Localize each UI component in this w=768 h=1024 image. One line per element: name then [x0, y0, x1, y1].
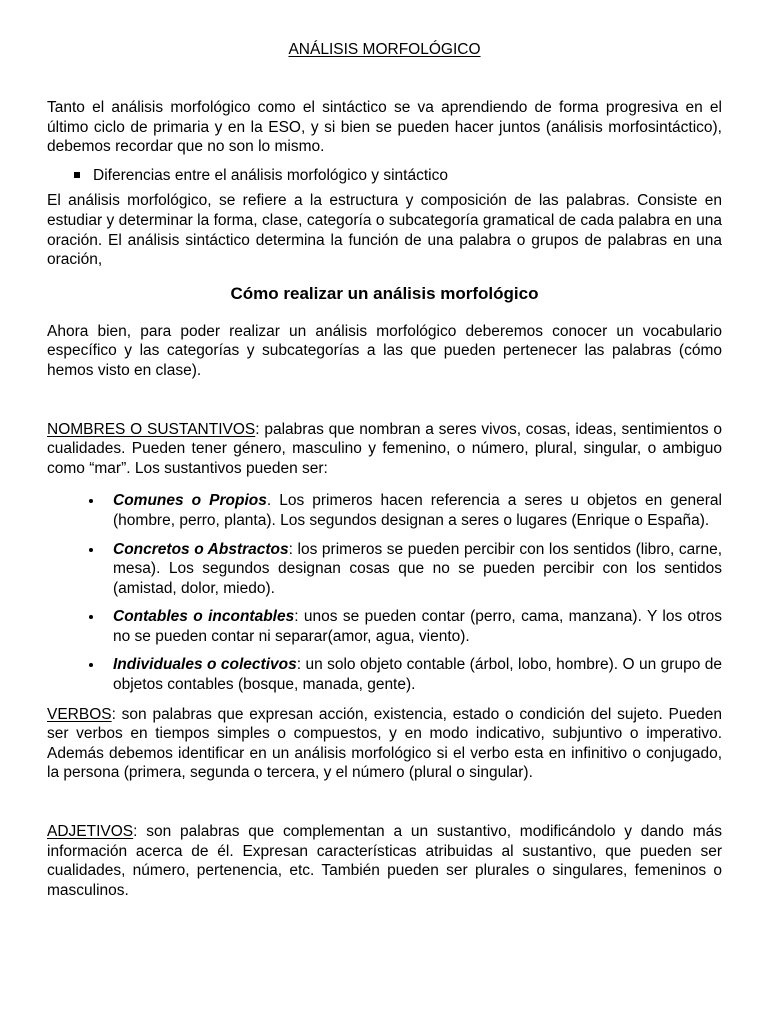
bullet-dot-icon — [89, 499, 93, 503]
noun-type-term: Comunes o Propios — [113, 492, 267, 510]
square-bullet-list — [47, 166, 722, 186]
verbs-paragraph — [47, 705, 722, 783]
differences-paragraph: El análisis morfológico, se refiere a la estructura y composición de las palabras. Consiste en estudiar y determinar la forma, clase, categoría o subcategoría gramatical de cada palabra en una oración. El análisis sintáctico determina la función de una palabra o grupos de palabras en una oración, — [47, 192, 722, 269]
section-heading: Cómo realizar un análisis morfológico — [230, 283, 539, 303]
square-bullet-item — [74, 166, 722, 186]
noun-types-list — [47, 491, 722, 694]
nouns-label: NOMBRES O SUSTANTIVOS — [47, 420, 256, 438]
bullet-dot-icon — [89, 615, 93, 619]
verbs-text: : son palabras que expresan acción, existencia, estado o condición del sujeto. Pueden ser verbos en tiempos simples o compuestos, y en modo indicativo, subjuntivo o imperativo. Además debemos identificar en un análisis morfológico si el verbo esta en infinitivo o conjugado, la persona (primera, segunda o tercera, y el número (plural o singular). — [47, 705, 722, 782]
verbs-label: VERBOS — [47, 705, 112, 723]
noun-type-term: Contables o incontables — [113, 608, 295, 626]
list-item — [113, 607, 722, 646]
adjectives-label: ADJETIVOS — [47, 823, 134, 841]
noun-type-text: : un solo objeto contable (árbol, lobo, hombre). O un grupo de objetos contables (bosque, manada, gente). — [113, 656, 722, 694]
list-item — [113, 491, 722, 530]
document-title-text: ANÁLISIS MORFOLÓGICO — [288, 41, 481, 58]
nouns-text: : palabras que nombran a seres vivos, cosas, ideas, sentimientos o cualidades. Pueden tener género, masculino y femenino, o número, plural, singular, o ambiguo como “mar”. Los sustantivos pueden ser: — [47, 420, 722, 477]
bullet-dot-icon — [89, 548, 93, 552]
adjectives-paragraph — [47, 822, 722, 900]
adjectives-text: : son palabras que complementan a un sustantivo, modificándolo y dando más información acerca de él. Expresan características atribuidas al sustantivo, que pueden ser cualidades, número, pertenencia, etc. También pueden ser plurales o singulares, femeninos o masculinos. — [47, 823, 722, 899]
noun-type-text: . Los primeros hacen referencia a seres u objetos en general (hombre, perro, planta). Los segundos designan a seres o lugares (Enrique o España). — [113, 492, 722, 529]
bullet-dot-icon — [89, 663, 93, 667]
noun-type-term: Concretos o Abstractos — [113, 540, 289, 558]
square-bullet-text: Diferencias entre el análisis morfológico y sintáctico — [93, 166, 448, 184]
document-title — [47, 0, 722, 60]
noun-type-term: Individuales o colectivos — [113, 656, 297, 674]
square-bullet-icon — [74, 172, 80, 178]
intro-paragraph: Tanto el análisis morfológico como el sintáctico se va aprendiendo de forma progresiva en el último ciclo de primaria y en la ESO, y si bien se pueden hacer juntos (análisis morfosintáctico), debemos recordar que no son lo mismo. — [47, 99, 722, 156]
list-item — [113, 655, 722, 694]
list-item — [113, 540, 722, 599]
noun-type-text: : los primeros se pueden percibir con los sentidos (libro, carne, mesa). Los segundos designan cosas que no se pueden percibir con los sentidos (amistad, dolor, miedo). — [113, 540, 723, 597]
vocabulary-paragraph: Ahora bien, para poder realizar un análisis morfológico deberemos conocer un vocabulario específico y las categorías y subcategorías a las que pueden pertenecer las palabras (cómo hemos visto en clase). — [47, 322, 722, 379]
noun-type-text: : unos se pueden contar (perro, cama, manzana). Y los otros no se pueden contar ni separar(amor, agua, viento). — [113, 608, 722, 645]
nouns-paragraph — [47, 420, 722, 479]
